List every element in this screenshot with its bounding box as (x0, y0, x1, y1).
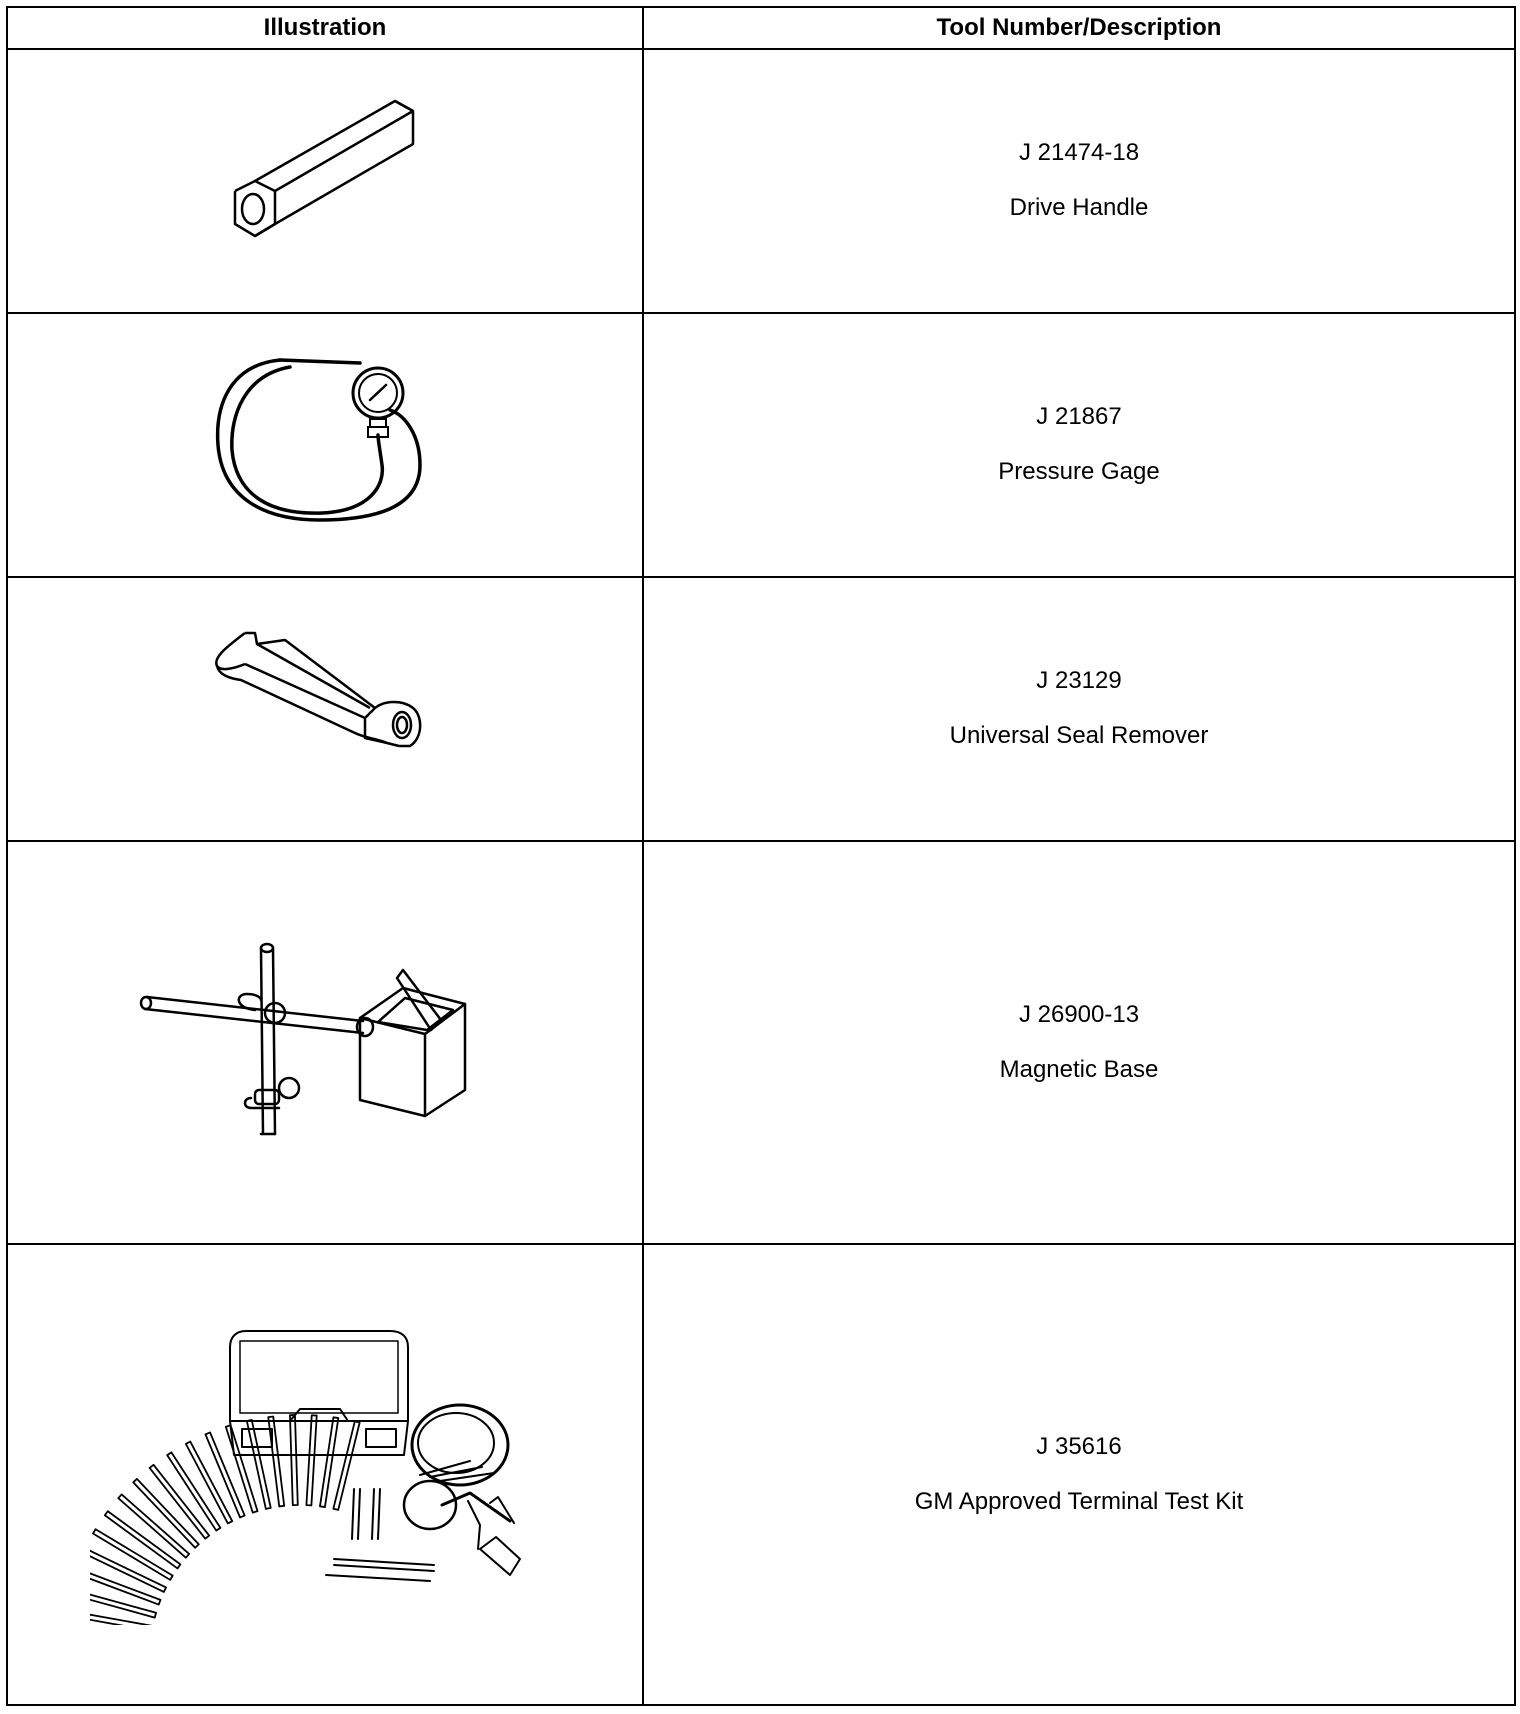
table-header-row (7, 7, 1515, 49)
illustration-cell (7, 1244, 643, 1705)
terminal-probe (205, 1432, 244, 1517)
illustration-cell (7, 577, 643, 841)
table-row (7, 49, 1515, 313)
description-cell (643, 577, 1515, 841)
seal-remover-illustration (205, 628, 445, 758)
description-cell (643, 1244, 1515, 1705)
magnetic-base-illustration (135, 938, 515, 1148)
illustration-cell (7, 313, 643, 577)
terminal-probe (290, 1415, 298, 1505)
table-row (7, 577, 1515, 841)
tool-number: J 26900-13 (1018, 1000, 1140, 1028)
header-tool-description: Tool Number/Description (643, 7, 1515, 49)
tool-number: J 23129 (1036, 667, 1122, 695)
tool-number: J 21474-18 (1018, 139, 1140, 167)
illustration-cell (7, 49, 643, 313)
pressure-gage-illustration (210, 355, 440, 535)
terminal-probe (333, 1421, 359, 1510)
table-row (7, 313, 1515, 577)
tool-description: Drive Handle (1009, 194, 1149, 221)
table-row (7, 841, 1515, 1244)
table-row (7, 1244, 1515, 1705)
tool-table (6, 6, 1516, 1706)
description-cell (643, 313, 1515, 577)
terminal-probe (90, 1610, 153, 1625)
tool-number: J 21867 (1036, 403, 1122, 431)
tool-number: J 35616 (1036, 1432, 1122, 1460)
description-cell (643, 841, 1515, 1244)
terminal-probe (90, 1588, 156, 1617)
drive-handle-illustration (215, 96, 435, 266)
terminal-probe (247, 1419, 271, 1508)
illustration-cell (7, 841, 643, 1244)
tool-description: Pressure Gage (998, 458, 1160, 485)
tool-description: Universal Seal Remover (949, 722, 1209, 749)
terminal-test-kit-illustration (90, 1325, 560, 1625)
terminal-probe (320, 1417, 338, 1507)
terminal-probe (268, 1416, 284, 1506)
tool-description: Magnetic Base (999, 1055, 1159, 1083)
terminal-probe (306, 1415, 316, 1505)
header-illustration: Illustration (7, 7, 643, 49)
description-cell (643, 49, 1515, 313)
tool-description: GM Approved Terminal Test Kit (914, 1487, 1244, 1515)
